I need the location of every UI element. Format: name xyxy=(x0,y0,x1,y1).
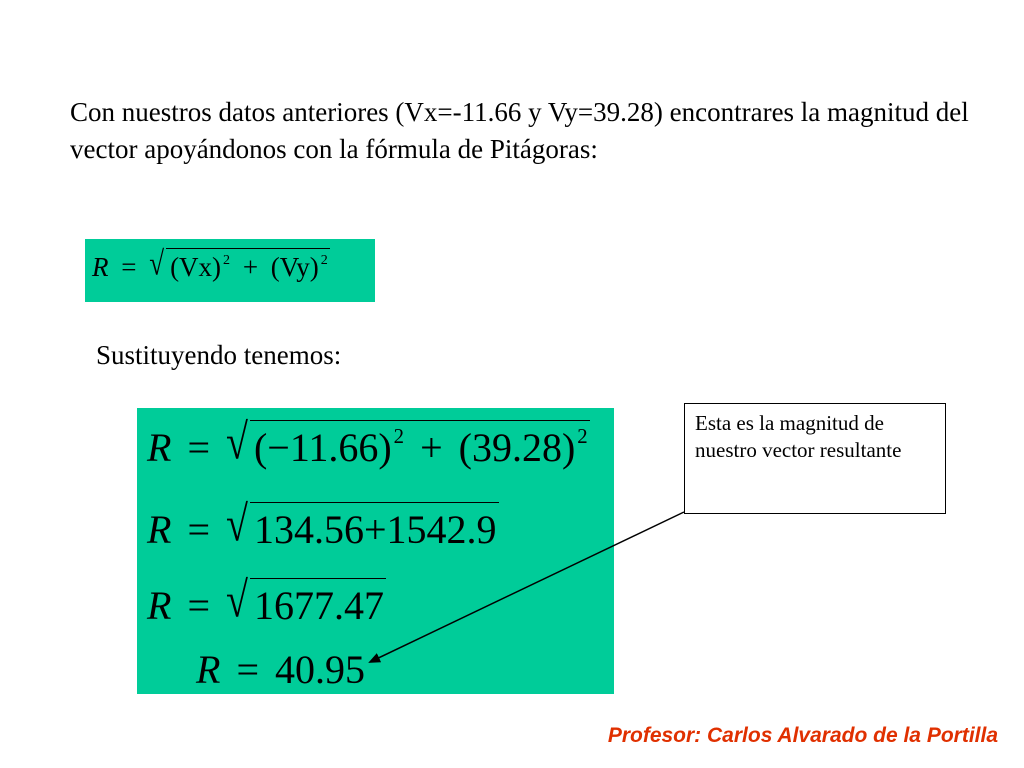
step-3-equals: = xyxy=(187,583,210,628)
formula-lhs: R xyxy=(92,252,109,282)
result-equals: = xyxy=(236,647,259,692)
result-lhs: R xyxy=(196,647,221,692)
intro-paragraph: Con nuestros datos anteriores (Vx=-11.66 y Vy=39.28) encontrares la magnitud del vector apoyándonos con la fórmula de Pitágoras: xyxy=(70,97,969,164)
radical-sign-icon: √ xyxy=(226,495,248,552)
step-1-exponent-1: 2 xyxy=(393,425,405,449)
step-1-term-1: (−11.66) xyxy=(253,425,392,470)
step-1-plus: + xyxy=(420,425,443,470)
step-1-term-2: (39.28) xyxy=(458,425,576,470)
formula-term-vx: (Vx) xyxy=(170,252,222,282)
formula-exponent-2: 2 xyxy=(320,252,328,269)
step-2-lhs: R xyxy=(147,507,172,552)
callout-arrow-line xyxy=(370,512,684,662)
step-3-lhs: R xyxy=(147,583,172,628)
radical-sign-icon: √ xyxy=(226,571,248,628)
step-1-lhs: R xyxy=(147,425,172,470)
result-value: 40.95 xyxy=(275,647,365,692)
formula-term-vy: (Vy) xyxy=(270,252,319,282)
formula-exponent-1: 2 xyxy=(223,252,231,269)
substitution-label: Sustituyendo tenemos: xyxy=(96,340,342,370)
professor-footer: Profesor: Carlos Alvarado de la Portilla xyxy=(607,724,998,747)
formula-plus: + xyxy=(242,252,259,282)
formula-equals: = xyxy=(121,252,137,282)
step-1-equals: = xyxy=(187,425,210,470)
step-3-radicand: 1677.47 xyxy=(250,578,386,629)
step-1-exponent-2: 2 xyxy=(577,425,588,449)
step-2-equals: = xyxy=(187,507,210,552)
step-2-radicand: 134.56+1542.9 xyxy=(250,502,499,553)
radical-sign-icon: √ xyxy=(226,413,248,470)
radical-sign-icon: √ xyxy=(149,244,165,282)
callout-box: Esta es la magnitud de nuestro vector resultante xyxy=(684,403,946,514)
